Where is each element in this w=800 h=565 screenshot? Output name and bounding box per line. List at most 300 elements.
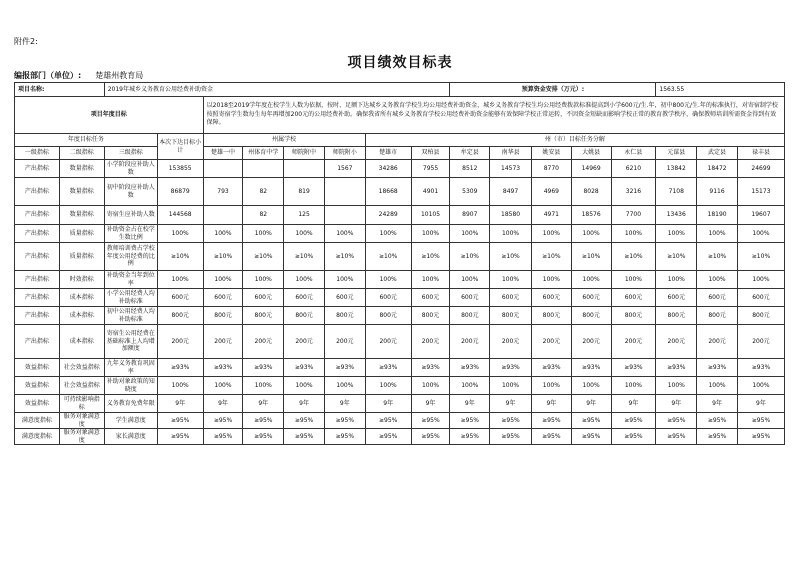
table-cell: 100% [531, 225, 571, 243]
table-cell: ≥93% [450, 359, 490, 377]
table-cell: 15173 [737, 178, 784, 206]
column-header-row [15, 147, 785, 160]
column-header: 楚雄一中 [203, 147, 243, 160]
table-cell: ≥95% [157, 429, 203, 445]
table-cell: 100% [656, 225, 697, 243]
table-cell: 产出指标 [15, 225, 60, 243]
table-cell: 4969 [531, 178, 571, 206]
table-cell: 义务教育免费年限 [104, 395, 157, 413]
table-cell: 9年 [697, 395, 738, 413]
table-row [15, 178, 785, 206]
task-label: 年度目标任务 [15, 134, 158, 147]
table-cell: 600元 [203, 289, 243, 307]
group-county-tasks: 州（市）目标任务分解 [365, 134, 784, 147]
column-header: 姚安县 [531, 147, 571, 160]
table-cell: ≥93% [611, 359, 656, 377]
table-cell: 100% [365, 271, 411, 289]
table-cell: 产出指标 [15, 206, 60, 225]
table-cell: 800元 [697, 307, 738, 325]
table-cell: ≥10% [365, 243, 411, 271]
table-cell: 800元 [531, 307, 571, 325]
table-cell: 产出指标 [15, 178, 60, 206]
table-cell: 600元 [490, 289, 532, 307]
table-cell: 600元 [737, 289, 784, 307]
table-cell: 补助资金当年到位率 [104, 271, 157, 289]
table-cell [203, 160, 243, 178]
column-header: 州体育中学 [243, 147, 284, 160]
table-cell: 100% [611, 377, 656, 395]
table-cell: 100% [324, 377, 365, 395]
table-cell: ≥10% [157, 243, 203, 271]
table-cell: 效益指标 [15, 377, 60, 395]
table-cell: 产出指标 [15, 160, 60, 178]
table-cell: 100% [531, 271, 571, 289]
table-cell: 100% [490, 271, 532, 289]
table-cell: ≥10% [571, 243, 611, 271]
table-cell: ≥95% [490, 429, 532, 445]
table-cell: 9116 [697, 178, 738, 206]
table-cell: 100% [697, 271, 738, 289]
table-cell: ≥95% [284, 429, 325, 445]
table-cell: ≥95% [365, 413, 411, 429]
table-cell: 200元 [737, 325, 784, 359]
table-cell: 产出指标 [15, 307, 60, 325]
table-cell: 800元 [737, 307, 784, 325]
table-cell: 小学公用经费人均补助标准 [104, 289, 157, 307]
column-header: 大姚县 [571, 147, 611, 160]
table-cell: 86879 [157, 178, 203, 206]
table-cell: ≥95% [656, 413, 697, 429]
table-cell: 13842 [656, 160, 697, 178]
table-cell: ≥10% [737, 243, 784, 271]
table-cell: 100% [324, 225, 365, 243]
table-cell: ≥95% [203, 429, 243, 445]
table-cell: 200元 [571, 325, 611, 359]
table-cell: 9年 [243, 395, 284, 413]
table-cell [243, 160, 284, 178]
table-row [15, 271, 785, 289]
column-header: 师院附小 [324, 147, 365, 160]
table-cell: 82 [243, 206, 284, 225]
table-cell: ≥95% [611, 429, 656, 445]
table-cell: ≥93% [411, 359, 450, 377]
table-cell: 13436 [656, 206, 697, 225]
table-cell: 质量指标 [59, 243, 104, 271]
table-row [15, 359, 785, 377]
table-cell: 100% [157, 377, 203, 395]
table-cell: ≥10% [411, 243, 450, 271]
table-cell: 效益指标 [15, 359, 60, 377]
table-cell: 600元 [697, 289, 738, 307]
table-cell: 100% [611, 225, 656, 243]
table-cell: ≥10% [697, 243, 738, 271]
table-cell: 100% [243, 271, 284, 289]
page-title: 项目绩效目标表 [347, 55, 453, 71]
table-cell: 100% [611, 271, 656, 289]
table-cell: 8028 [571, 178, 611, 206]
table-cell: ≥95% [243, 413, 284, 429]
table-cell: 600元 [611, 289, 656, 307]
table-cell [324, 206, 365, 225]
table-cell: 家长满意度 [104, 429, 157, 445]
budget-label: 预算资金安排（万元）: [450, 83, 656, 97]
table-cell: 寄宿生应补助人数 [104, 206, 157, 225]
table-cell: ≥95% [571, 429, 611, 445]
table-cell: ≥10% [490, 243, 532, 271]
table-cell: 100% [571, 377, 611, 395]
table-cell: 九年义务教育巩固率 [104, 359, 157, 377]
table-cell: 质量指标 [59, 225, 104, 243]
table-cell: 补助资金占在校学生数比例 [104, 225, 157, 243]
table-row [15, 325, 785, 359]
table-cell: 100% [243, 377, 284, 395]
table-cell: 600元 [284, 289, 325, 307]
table-cell: 8512 [450, 160, 490, 178]
table-cell: 100% [411, 271, 450, 289]
table-cell: 100% [411, 377, 450, 395]
table-cell: 8907 [450, 206, 490, 225]
table-cell: 600元 [365, 289, 411, 307]
table-cell: ≥95% [531, 413, 571, 429]
column-header: 永仁县 [611, 147, 656, 160]
table-cell: 100% [697, 225, 738, 243]
table-cell: ≥95% [324, 429, 365, 445]
table-cell: ≥10% [324, 243, 365, 271]
table-cell: ≥95% [697, 429, 738, 445]
table-row [15, 307, 785, 325]
table-cell: 24699 [737, 160, 784, 178]
table-cell: ≥95% [284, 413, 325, 429]
table-cell: 14573 [490, 160, 532, 178]
table-cell: ≥93% [656, 359, 697, 377]
table-cell: 100% [450, 377, 490, 395]
table-cell: 200元 [284, 325, 325, 359]
table-cell: 可持续影响指标 [59, 395, 104, 413]
table-cell: 800元 [450, 307, 490, 325]
table-cell: ≥95% [611, 413, 656, 429]
table-cell: 9年 [203, 395, 243, 413]
table-cell: 82 [243, 178, 284, 206]
table-cell: 7955 [411, 160, 450, 178]
annual-target-text: 以2018至2019学年度在校学生人数为依据，按时、足额下达城乡义务教育学校生均公用经费补助资金，城乡义务教育学校生均公用经费拨款标准提高到小学600元/生.年，初中800元/生.年的标准执行，对寄宿制学校按照寄宿学生数每生每年再增加200元的公用经费补助。确保我省所有城乡义务教育学校公用经费补助资金能够有效保障学校正常运转，不因资金短缺而影响学校正常的教育教学秩序，确保教师培训所需资金得到有效保障。 [203, 97, 784, 134]
column-header: 楚雄市 [365, 147, 411, 160]
table-cell: 200元 [611, 325, 656, 359]
table-cell: 9年 [571, 395, 611, 413]
table-cell: 800元 [324, 307, 365, 325]
table-cell: 10105 [411, 206, 450, 225]
table-cell: 793 [203, 178, 243, 206]
table-cell [284, 160, 325, 178]
table-cell: 600元 [157, 289, 203, 307]
table-cell: 200元 [490, 325, 532, 359]
table-cell: 100% [203, 225, 243, 243]
table-cell: 初中公用经费人均补助标准 [104, 307, 157, 325]
table-cell: 教师培训费占学校年度公用经费的比例 [104, 243, 157, 271]
table-cell: 200元 [656, 325, 697, 359]
table-cell: 200元 [243, 325, 284, 359]
table-cell: 学生满意度 [104, 413, 157, 429]
table-row [15, 289, 785, 307]
table-cell: 800元 [571, 307, 611, 325]
table-row [15, 395, 785, 413]
table-row [15, 243, 785, 271]
column-header: 武定县 [697, 147, 738, 160]
table-cell: 社会效益指标 [59, 359, 104, 377]
table-cell: ≥95% [365, 429, 411, 445]
column-header: 二级指标 [59, 147, 104, 160]
table-cell: 200元 [697, 325, 738, 359]
table-cell: 9年 [737, 395, 784, 413]
table-cell: ≥93% [531, 359, 571, 377]
table-cell: 200元 [157, 325, 203, 359]
table-cell: 9年 [450, 395, 490, 413]
table-cell: 19607 [737, 206, 784, 225]
table-cell: 产出指标 [15, 289, 60, 307]
table-cell: ≥95% [411, 429, 450, 445]
table-cell: ≥93% [697, 359, 738, 377]
table-cell: 9年 [490, 395, 532, 413]
table-cell: 100% [284, 377, 325, 395]
table-cell: 100% [737, 225, 784, 243]
table-cell: 成本指标 [59, 325, 104, 359]
reporting-unit [14, 70, 143, 81]
table-cell: ≥95% [656, 429, 697, 445]
table-cell: 34286 [365, 160, 411, 178]
column-header: 师院附中 [284, 147, 325, 160]
table-cell: 4901 [411, 178, 450, 206]
table-cell: 100% [203, 271, 243, 289]
table-cell: 100% [450, 225, 490, 243]
table-cell: ≥10% [243, 243, 284, 271]
table-cell: 8497 [490, 178, 532, 206]
table-cell [324, 178, 365, 206]
table-cell [203, 206, 243, 225]
table-cell: 800元 [656, 307, 697, 325]
table-cell: 100% [697, 377, 738, 395]
column-header: 南华县 [490, 147, 532, 160]
table-cell: 初中阶段应补助人数 [104, 178, 157, 206]
table-cell: ≥93% [157, 359, 203, 377]
table-cell: 153855 [157, 160, 203, 178]
table-cell: 200元 [411, 325, 450, 359]
table-cell: 18668 [365, 178, 411, 206]
column-header: 一级指标 [15, 147, 60, 160]
table-cell: 100% [157, 225, 203, 243]
table-cell: 100% [737, 377, 784, 395]
table-cell: 144568 [157, 206, 203, 225]
table-cell: 800元 [411, 307, 450, 325]
table-cell: 产出指标 [15, 243, 60, 271]
table-cell: 800元 [611, 307, 656, 325]
table-cell: 18472 [697, 160, 738, 178]
table-cell: ≥93% [737, 359, 784, 377]
table-cell: 600元 [571, 289, 611, 307]
table-row [15, 377, 785, 395]
table-cell: 8770 [531, 160, 571, 178]
column-header: 三级指标 [104, 147, 157, 160]
table-cell: ≥95% [450, 429, 490, 445]
table-cell: 9年 [365, 395, 411, 413]
table-cell: 7108 [656, 178, 697, 206]
table-cell: 600元 [324, 289, 365, 307]
table-cell: 100% [284, 225, 325, 243]
table-cell: 6210 [611, 160, 656, 178]
table-cell: ≥95% [490, 413, 532, 429]
table-cell: 9年 [656, 395, 697, 413]
table-cell: 1567 [324, 160, 365, 178]
table-cell: 9年 [611, 395, 656, 413]
table-cell: ≥95% [450, 413, 490, 429]
table-cell: 100% [531, 377, 571, 395]
table-cell: ≥95% [697, 413, 738, 429]
table-cell: 819 [284, 178, 325, 206]
table-cell: ≥93% [284, 359, 325, 377]
table-cell: 200元 [365, 325, 411, 359]
column-header: 双柏县 [411, 147, 450, 160]
table-cell: ≥95% [571, 413, 611, 429]
table-cell: 200元 [531, 325, 571, 359]
table-cell: 9年 [411, 395, 450, 413]
table-cell: 社会效益指标 [59, 377, 104, 395]
table-cell: ≥95% [203, 413, 243, 429]
table-row [15, 429, 785, 445]
table-cell: 100% [157, 271, 203, 289]
table-cell: ≥93% [571, 359, 611, 377]
table-cell: 服务对象满意度 [59, 413, 104, 429]
table-cell: ≥95% [531, 429, 571, 445]
table-cell: 9年 [157, 395, 203, 413]
table-cell: 7700 [611, 206, 656, 225]
table-cell: 5309 [450, 178, 490, 206]
table-cell: 成本指标 [59, 289, 104, 307]
table-cell: 200元 [450, 325, 490, 359]
table-cell: ≥95% [324, 413, 365, 429]
table-cell: 100% [243, 225, 284, 243]
table-cell: ≥10% [203, 243, 243, 271]
table-cell: 4971 [531, 206, 571, 225]
table-cell: 100% [490, 225, 532, 243]
table-cell: 600元 [531, 289, 571, 307]
table-cell: 100% [656, 271, 697, 289]
table-cell: 100% [571, 271, 611, 289]
group-state-schools: 州属学校 [203, 134, 365, 147]
table-cell: 100% [737, 271, 784, 289]
project-name-label: 项目名称: [15, 83, 105, 97]
table-cell: ≥93% [324, 359, 365, 377]
table-cell: 125 [284, 206, 325, 225]
table-cell: 800元 [157, 307, 203, 325]
table-cell: 100% [324, 271, 365, 289]
table-cell: 满意度指标 [15, 429, 60, 445]
table-cell: 100% [203, 377, 243, 395]
table-cell: 200元 [203, 325, 243, 359]
table-cell: 数量指标 [59, 206, 104, 225]
table-cell: ≥10% [656, 243, 697, 271]
table-cell: ≥10% [531, 243, 571, 271]
table-cell: ≥95% [411, 413, 450, 429]
table-cell: 100% [365, 225, 411, 243]
table-cell: ≥10% [450, 243, 490, 271]
table-cell: ≥93% [203, 359, 243, 377]
table-cell: 100% [571, 225, 611, 243]
table-cell: ≥93% [365, 359, 411, 377]
table-cell: 100% [450, 271, 490, 289]
table-cell: 产出指标 [15, 271, 60, 289]
table-cell: 18190 [697, 206, 738, 225]
table-cell: 成本指标 [59, 307, 104, 325]
table-cell: ≥10% [284, 243, 325, 271]
table-cell: 100% [490, 377, 532, 395]
table-cell: 产出指标 [15, 325, 60, 359]
table-cell: 3216 [611, 178, 656, 206]
table-cell: ≥93% [243, 359, 284, 377]
table-cell: 800元 [243, 307, 284, 325]
column-header: 元谋县 [656, 147, 697, 160]
table-row [15, 206, 785, 225]
table-cell: 14969 [571, 160, 611, 178]
table-cell: 600元 [243, 289, 284, 307]
attachment-label: 附件2: [14, 37, 38, 46]
table-cell: 600元 [656, 289, 697, 307]
table-cell: 补助对象政策的知晓度 [104, 377, 157, 395]
table-cell: 满意度指标 [15, 413, 60, 429]
reporting-unit-value: 楚雄州教育局 [95, 71, 144, 80]
table-cell: 100% [656, 377, 697, 395]
table-cell: 100% [411, 225, 450, 243]
table-cell: 数量指标 [59, 160, 104, 178]
table-cell: 800元 [490, 307, 532, 325]
table-cell: ≥93% [490, 359, 532, 377]
table-cell: ≥95% [157, 413, 203, 429]
table-cell: 9年 [284, 395, 325, 413]
table-cell: 800元 [284, 307, 325, 325]
table-cell: 200元 [324, 325, 365, 359]
table-cell: 服务对象满意度 [59, 429, 104, 445]
table-cell: 9年 [531, 395, 571, 413]
table-cell: 效益指标 [15, 395, 60, 413]
reporting-unit-label: 编报部门（单位）: [14, 71, 82, 80]
table-row [15, 413, 785, 429]
table-cell: 小学阶段应补助人数 [104, 160, 157, 178]
table-row [15, 225, 785, 243]
table-cell: 数量指标 [59, 178, 104, 206]
table-cell: 100% [284, 271, 325, 289]
table-cell: ≥95% [737, 429, 784, 445]
table-cell: 24289 [365, 206, 411, 225]
table-cell: 寄宿生公用经费在基础标准上人均增加额度 [104, 325, 157, 359]
table-cell: ≥95% [243, 429, 284, 445]
table-cell: 800元 [365, 307, 411, 325]
table-cell: 100% [365, 377, 411, 395]
table-cell: 800元 [203, 307, 243, 325]
table-row [15, 160, 785, 178]
annual-target-label: 项目年度目标 [15, 97, 204, 134]
table-cell: 时效指标 [59, 271, 104, 289]
column-header: 禄丰县 [737, 147, 784, 160]
performance-table [14, 82, 785, 445]
table-cell: 600元 [450, 289, 490, 307]
table-cell: 18580 [490, 206, 532, 225]
table-cell: 9年 [324, 395, 365, 413]
table-cell: ≥10% [611, 243, 656, 271]
column-header: 牟定县 [450, 147, 490, 160]
table-cell: 18576 [571, 206, 611, 225]
table-cell: ≥95% [737, 413, 784, 429]
table-cell: 600元 [411, 289, 450, 307]
budget-value: 1563.55 [656, 83, 785, 97]
project-name-value: 2019年城乡义务教育公用经费补助资金 [104, 83, 450, 97]
subtotal-label: 本次下达目标小计 [157, 134, 203, 160]
